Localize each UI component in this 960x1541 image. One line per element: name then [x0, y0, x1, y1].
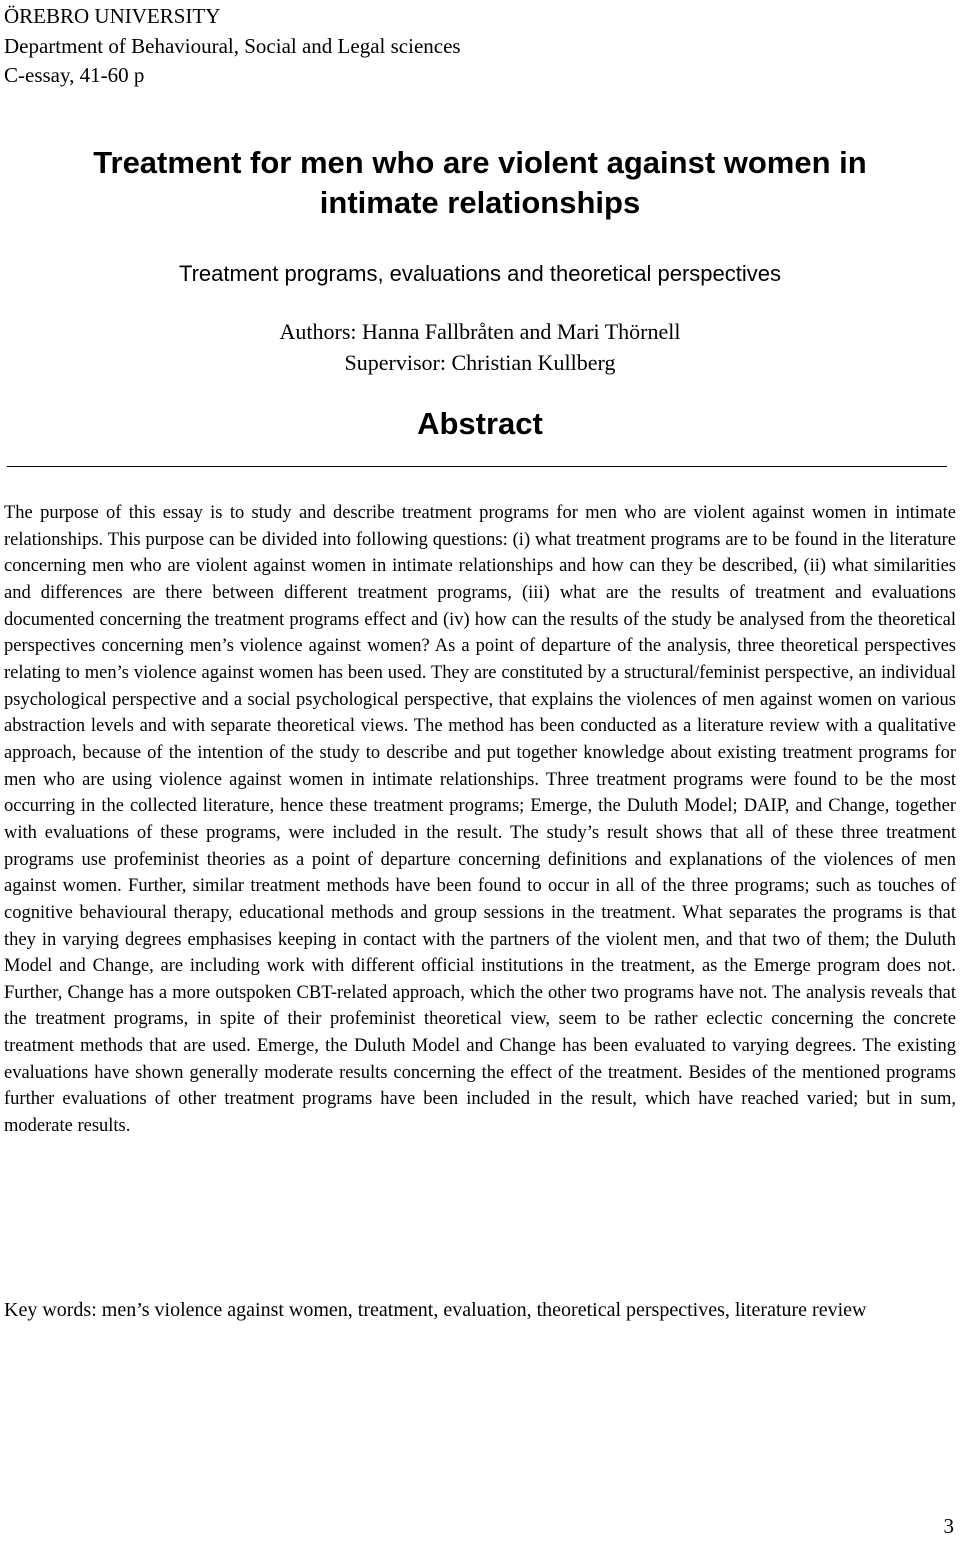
institution-name: ÖREBRO UNIVERSITY: [4, 4, 221, 28]
essay-title: [0, 143, 960, 223]
abstract-heading: Abstract: [417, 406, 543, 441]
supervisor-line: Supervisor: Christian Kullberg: [344, 350, 616, 375]
essay-title-line-2: intimate relationships: [319, 185, 641, 220]
credits: [0, 316, 960, 378]
document-header: [4, 2, 461, 91]
department-name: Department of Behavioural, Social and Legal sciences: [4, 33, 461, 58]
essay-subtitle: Treatment programs, evaluations and theoretical perspectives: [178, 261, 782, 286]
essay-title-line-1: Treatment for men who are violent against women in: [93, 145, 867, 180]
authors-line: Authors: Hanna Fallbråten and Mari Thörnell: [279, 319, 681, 344]
horizontal-rule: [7, 466, 947, 467]
page-number: 3: [943, 1514, 954, 1538]
keywords: Key words: men’s violence against women, treatment, evaluation, theoretical perspectives, literature review: [4, 1299, 867, 1321]
course-label: C-essay, 41-60 p: [4, 63, 145, 87]
abstract-text: The purpose of this essay is to study and describe treatment programs for men who are violent against women in intimate relationships. This purpose can be divided into following questions: (i) what treatment programs are to be found in the literature concerning men who are violent against women in intimate relationships and how can they be described, (ii) what similarities and differences are there between different treatment programs, (iii) what are the results of treatment and evaluations documented concerning the treatment programs effect and (iv) how can the results of the study be analysed from the theoretical perspectives concerning men’s violence against women? As a point of departure of the analysis, three theoretical perspectives relating to men’s violence against women has been used. They are constituted by a structural/feminist perspective, an individual psychological perspective and a social psychological perspective, that explains the violences of men against women on various abstraction levels and with separate theoretical views. The method has been conducted as a literature review with a qualitative approach, because of the intention of the study to describe and put together knowledge about existing treatment programs for men who are using violence against women in intimate relationships. Three treatment programs were found to be the most occurring in the collected literature, hence these treatment programs; Emerge, the Duluth Model; DAIP, and Change, together with evaluations of these programs, were included in the result. The study’s result shows that all of these three treatment programs use profeminist theories as a point of departure concerning definitions and explanations of the violences of men against women. Further, similar treatment methods have been found to occur in all of the three programs; such as touches of cognitive behavioural therapy, educational methods and group sessions in the treatment. What separates the programs is that they in varying degrees emphasises keeping in contact with the partners of the violent men, and that two of them; the Duluth Model and Change, are including work with different official institutions in the treatment, as the Emerge program does not. Further, Change has a more outspoken CBT-related approach, which the other two programs have not. The analysis reveals that the treatment programs, in spite of their profeminist theoretical view, seem to be rather eclectic concerning the concrete treatment methods that are used. Emerge, the Duluth Model and Change has been evaluated to varying degrees. The existing evaluations have shown generally moderate results concerning the effect of the treatment. Besides of the mentioned programs further evaluations of other treatment programs have been included in the result, which have reached varied; but in sum, moderate results.: [4, 503, 956, 1137]
